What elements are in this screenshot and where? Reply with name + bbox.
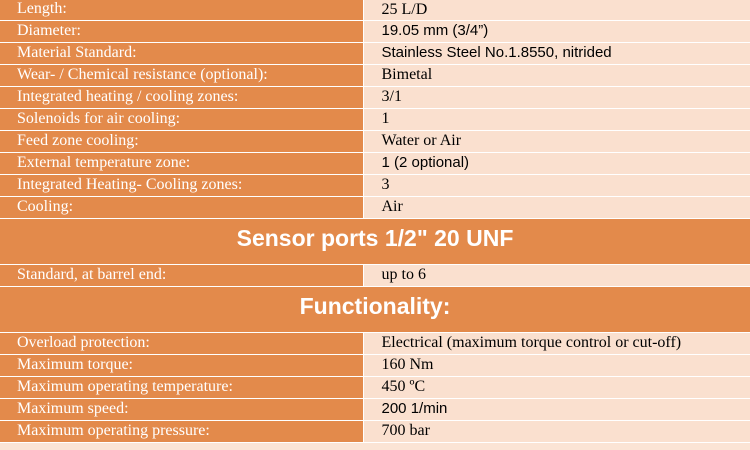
spec-label: Maximum torque:: [0, 355, 363, 377]
spec-label: Overload protection:: [0, 333, 363, 355]
spec-row-maximum-speed: [0, 399, 750, 421]
spec-row-heating-cooling-zones: [0, 87, 750, 109]
spec-value: 1: [363, 109, 750, 131]
spec-row-maximum-torque: [0, 355, 750, 377]
spec-label: Feed zone cooling:: [0, 131, 363, 153]
spec-row-overload-protection: [0, 333, 750, 355]
section-title: Functionality:: [0, 287, 750, 333]
spec-row-wear-resistance: [0, 65, 750, 87]
spec-value: 200 1/min: [363, 399, 750, 421]
section-title: Sensor ports 1/2" 20 UNF: [0, 219, 750, 265]
spec-value: 160 Nm: [363, 355, 750, 377]
spec-value: 450 ºC: [363, 377, 750, 399]
spec-label: Integrated heating / cooling zones:: [0, 87, 363, 109]
section-header-functionality: [0, 287, 750, 333]
spec-label: Solenoids for air cooling:: [0, 109, 363, 131]
spec-label: Wear- / Chemical resistance (optional):: [0, 65, 363, 87]
spec-label: Diameter:: [0, 21, 363, 43]
spec-label: Maximum operating pressure:: [0, 421, 363, 443]
section-header-sensor-ports: [0, 219, 750, 265]
spec-value: 3: [363, 175, 750, 197]
spec-value: 25 L/D: [363, 0, 750, 21]
spec-value: up to 6: [363, 265, 750, 287]
spec-label: Standard, at barrel end:: [0, 265, 363, 287]
spec-value: Stainless Steel No.1.8550, nitrided: [363, 43, 750, 65]
spec-row-integrated-heating-cooling: [0, 175, 750, 197]
spec-row-standard-barrel-end: [0, 265, 750, 287]
spec-value: Bimetal: [363, 65, 750, 87]
spec-value: 19.05 mm (3/4”): [363, 21, 750, 43]
spec-value: 1 (2 optional): [363, 153, 750, 175]
spec-value: Electrical (maximum torque control or cut-off): [363, 333, 750, 355]
spec-row-diameter: [0, 21, 750, 43]
spec-value: 3/1: [363, 87, 750, 109]
spec-value: Air: [363, 197, 750, 219]
spec-label: External temperature zone:: [0, 153, 363, 175]
spec-value: Water or Air: [363, 131, 750, 153]
spec-row-length: [0, 0, 750, 21]
spec-label: Integrated Heating- Cooling zones:: [0, 175, 363, 197]
spec-row-cooling: [0, 197, 750, 219]
spec-label: Cooling:: [0, 197, 363, 219]
spec-label: Maximum speed:: [0, 399, 363, 421]
spec-label: Material Standard:: [0, 43, 363, 65]
spec-label: Length:: [0, 0, 363, 21]
spec-row-material-standard: [0, 43, 750, 65]
spec-row-maximum-operating-pressure: [0, 421, 750, 443]
spec-row-external-temperature-zone: [0, 153, 750, 175]
spec-row-maximum-operating-temperature: [0, 377, 750, 399]
spec-row-feed-zone-cooling: [0, 131, 750, 153]
spec-label: Maximum operating temperature:: [0, 377, 363, 399]
spec-row-solenoids: [0, 109, 750, 131]
spec-value: 700 bar: [363, 421, 750, 443]
